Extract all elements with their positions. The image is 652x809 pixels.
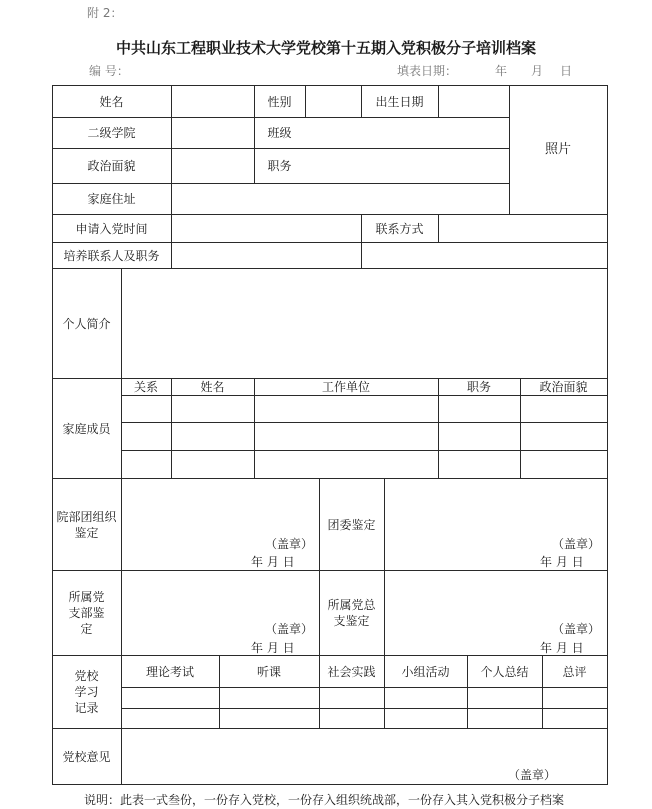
fill-date-year: 年 <box>495 64 508 78</box>
attachment-label: 附 2： <box>87 6 123 20</box>
family-header-workplace: 工作单位 <box>321 380 370 394</box>
study-header-lectures: 听课 <box>256 664 281 679</box>
general-branch-date: 年 月 日 <box>540 641 584 655</box>
general-branch-seal: （盖章） <box>552 622 601 636</box>
study-header-personal-summary: 个人总结 <box>480 664 529 679</box>
study-record-label: 党校学习记录 <box>74 669 99 715</box>
mentor-label: 培养联系人及职务 <box>63 248 160 263</box>
study-header-social-practice: 社会实践 <box>327 664 376 679</box>
college-league-appraisal-label: 院部团组织鉴定 <box>56 509 117 540</box>
birth-date-label: 出生日期 <box>375 94 424 109</box>
footer-note: 说明：此表一式叁份，一份存入党校，一份存入组织统战部，一份存入其入党积极分子档案 <box>84 793 565 807</box>
family-header-position: 职务 <box>466 380 491 394</box>
youth-league-appraisal-label: 团委鉴定 <box>327 518 376 532</box>
political-status-label: 政治面貌 <box>87 159 136 173</box>
address-label: 家庭住址 <box>87 192 136 206</box>
fill-date-month: 月 <box>531 64 544 78</box>
family-header-relation: 关系 <box>133 380 158 394</box>
party-branch-appraisal-label: 所属党支部鉴定 <box>68 590 105 636</box>
fill-date-day: 日 <box>560 64 573 78</box>
page-title: 中共山东工程职业技术大学党校第十五期入党积极分子培训档案 <box>115 39 536 57</box>
class-label: 班级 <box>267 126 292 140</box>
opinion-seal: （盖章） <box>508 768 557 782</box>
position-label: 职务 <box>267 159 292 173</box>
college-league-date: 年 月 日 <box>251 555 295 569</box>
party-branch-seal: （盖章） <box>265 622 314 636</box>
name-label: 姓名 <box>99 94 124 109</box>
youth-league-date: 年 月 日 <box>540 555 584 569</box>
youth-league-seal: （盖章） <box>552 537 601 551</box>
study-header-overall-rating: 总评 <box>562 664 587 679</box>
fill-date-label: 填表日期： <box>397 64 458 78</box>
family-header-political-status: 政治面貌 <box>539 380 588 394</box>
college-league-seal: （盖章） <box>265 537 314 551</box>
study-header-group-activity: 小组活动 <box>401 664 450 679</box>
party-branch-date: 年 月 日 <box>251 641 295 655</box>
family-label: 家庭成员 <box>62 421 111 436</box>
study-header-theory-exam: 理论考试 <box>145 664 194 679</box>
gender-label: 性别 <box>267 94 292 109</box>
opinion-label: 党校意见 <box>62 749 111 764</box>
number-label: 编 号： <box>89 64 129 78</box>
general-branch-appraisal-label: 所属党总支鉴定 <box>327 598 376 628</box>
photo-placeholder: 照片 <box>544 142 571 157</box>
contact-label: 联系方式 <box>375 221 424 236</box>
apply-time-label: 申请入党时间 <box>75 221 148 236</box>
family-header-name: 姓名 <box>200 380 225 394</box>
college-label: 二级学院 <box>87 126 136 140</box>
profile-label: 个人简介 <box>62 316 111 331</box>
